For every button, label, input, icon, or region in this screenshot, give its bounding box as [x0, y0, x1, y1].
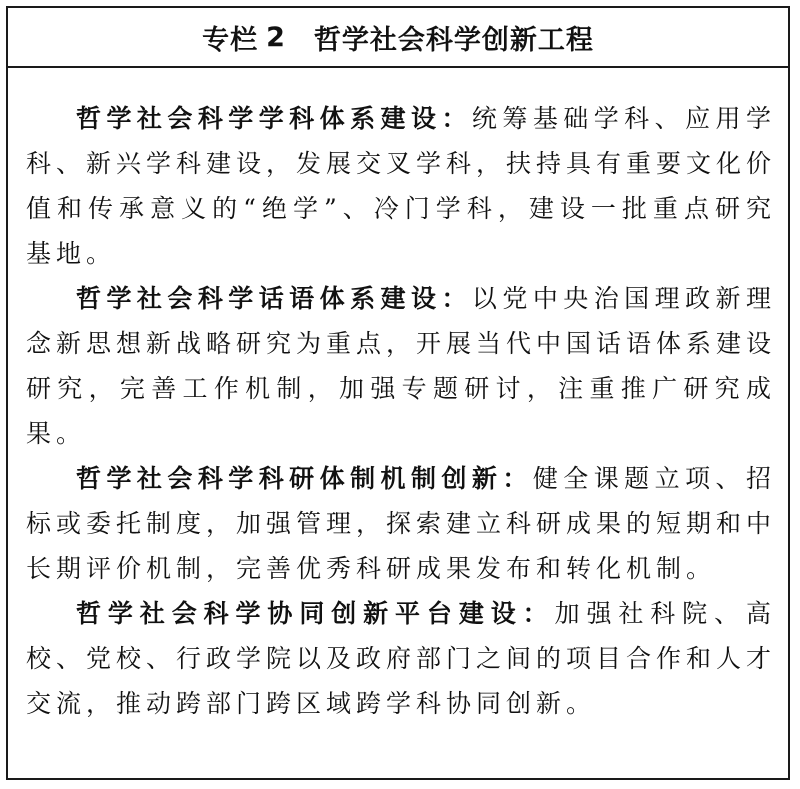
paragraph-text: 健全课题立项、招标或委托制度，加强管理，探索建立科研成果的短期和中长期评价机制，完善优秀科研成果发布和转化机制。 [26, 464, 777, 583]
paragraph-research-mechanism [26, 456, 776, 591]
column-header [8, 8, 788, 68]
paragraph-discipline-system [26, 96, 776, 276]
paragraph-text: 加强社科院、高校、党校、行政学院以及政府部门之间的项目合作和人才交流，推动跨部门跨区域跨学科协同创新。 [26, 599, 777, 718]
paragraph-text: 以党中央治国理政新理念新思想新战略研究为重点，开展当代中国话语体系建设研究，完善工作机制，加强专题研讨，注重推广研究成果。 [26, 284, 777, 448]
paragraph-discourse-system [26, 276, 776, 456]
paragraph-lead: 哲学社会科学学科体系建设： [76, 104, 472, 133]
column-content [8, 68, 788, 726]
paragraph-collaborative-platform [26, 591, 776, 726]
paragraph-lead: 哲学社会科学协同创新平台建设： [76, 599, 555, 628]
paragraph-text: 统筹基础学科、应用学科、新兴学科建设，发展交叉学科，扶持具有重要文化价值和传承意义的“绝学”、冷门学科，建设一批重点研究基地。 [26, 104, 777, 268]
column-box [6, 6, 790, 780]
column-label: 专栏 [202, 24, 259, 56]
paragraph-lead: 哲学社会科学科研体制机制创新： [76, 464, 533, 493]
column-number: 2 [266, 21, 286, 53]
column-title: 哲学社会科学创新工程 [313, 24, 594, 56]
paragraph-lead: 哲学社会科学话语体系建设： [76, 284, 472, 313]
